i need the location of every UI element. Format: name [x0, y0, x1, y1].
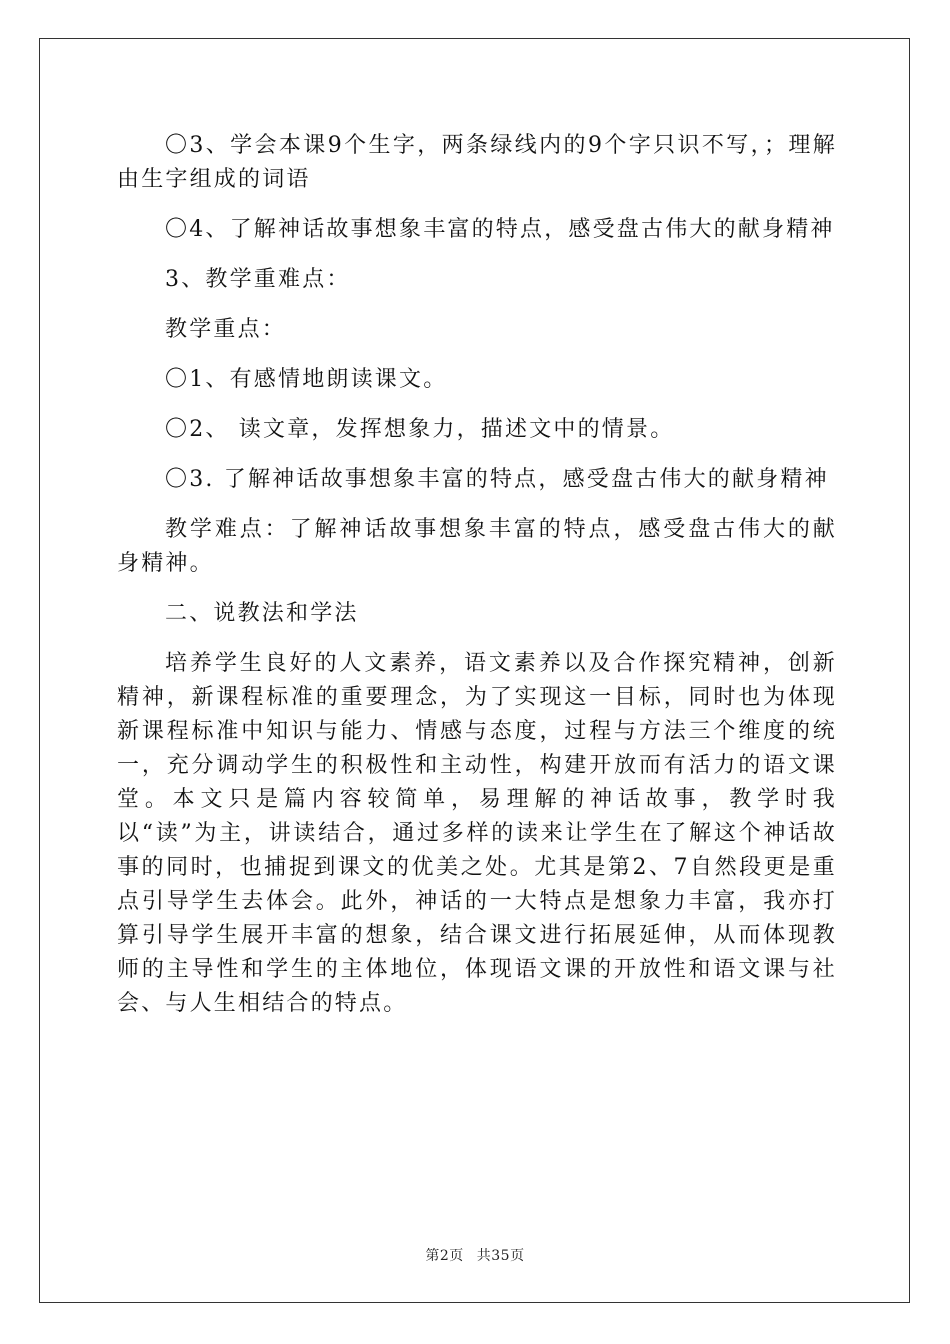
- section-heading-methods: 二、说教法和学法: [165, 601, 359, 626]
- learning-goal-4: 〇4、了解神话故事想象丰富的特点，感受盘古伟大的献身精神: [165, 217, 835, 242]
- key-point-2: 〇2、 读文章，发挥想象力，描述文中的情景。: [165, 417, 675, 442]
- section-heading-key-difficult: 3、教学重难点：: [165, 267, 351, 292]
- key-point-3: 〇3. 了解神话故事想象丰富的特点，感受盘古伟大的献身精神: [165, 467, 829, 492]
- key-point-1: 〇1、有感情地朗读课文。: [165, 367, 448, 392]
- page-number: 第2页: [425, 1248, 464, 1264]
- document-body: [117, 129, 837, 1037]
- key-points-label: 教学重点：: [165, 317, 287, 342]
- learning-goal-3: 〇3、学会本课9个生字，两条绿线内的9个字只识不写，；理解由生字组成的词语: [117, 133, 837, 192]
- difficult-point: 教学难点：了解神话故事想象丰富的特点，感受盘古伟大的献身精神。: [117, 517, 837, 576]
- page-footer: [0, 1245, 950, 1265]
- methods-paragraph: 培养学生良好的人文素养，语文素养以及合作探究精神，创新精神，新课程标准的重要理念，为了实现这一目标，同时也为体现新课程标准中知识与能力、情感与态度，过程与方法三个维度的统一，充分调动学生的积极性和主动性，构建开放而有活力的语文课堂。本文只是篇内容较简单，易理解的神话故事，教学时我以“读”为主，讲读结合，通过多样的读来让学生在了解这个神话故事的同时，也捕捉到课文的优美之处。尤其是第2、7自然段更是重点引导学生去体会。此外，神话的一大特点是想象力丰富，我亦打算引导学生展开丰富的想象，结合课文进行拓展延伸，从而体现教师的主导性和学生的主体地位，体现语文课的开放性和语文课与社会、与人生相结合的特点。: [117, 651, 837, 1016]
- total-pages: 共35页: [476, 1248, 525, 1264]
